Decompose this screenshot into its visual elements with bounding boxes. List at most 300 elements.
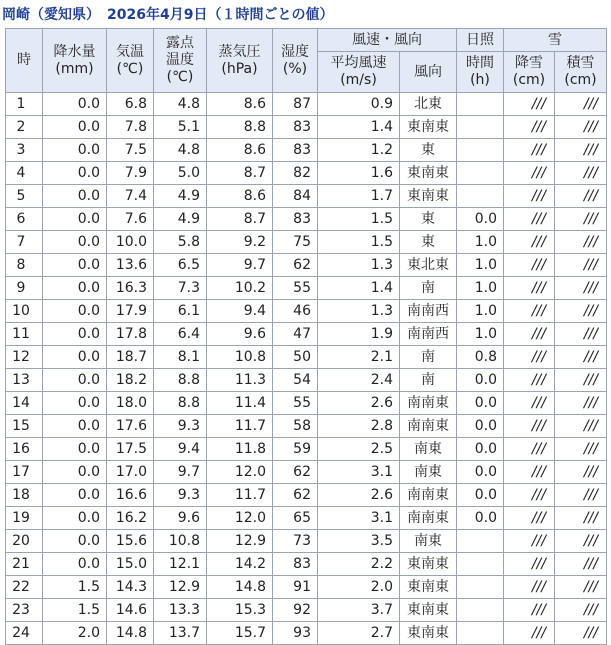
cell-sunshine: 0.0	[457, 484, 504, 507]
cell-temperature: 17.9	[107, 300, 154, 323]
cell-snowfall: ///	[504, 392, 555, 415]
cell-precipitation: 0.0	[43, 346, 107, 369]
cell-wind-direction: 東	[400, 231, 457, 254]
cell-dew-point: 5.0	[154, 162, 207, 185]
cell-precipitation: 0.0	[43, 162, 107, 185]
cell-wind-speed: 2.2	[318, 553, 400, 576]
cell-sunshine: 1.0	[457, 300, 504, 323]
cell-temperature: 7.4	[107, 185, 154, 208]
cell-sunshine: 0.0	[457, 507, 504, 530]
header-temperature-label: 気温	[116, 43, 144, 60]
cell-temperature: 17.5	[107, 438, 154, 461]
cell-snowfall: ///	[504, 139, 555, 162]
cell-sunshine: 1.0	[457, 231, 504, 254]
cell-temperature: 10.0	[107, 231, 154, 254]
cell-dew-point: 7.3	[154, 277, 207, 300]
cell-snowfall: ///	[504, 346, 555, 369]
cell-vapor-pressure: 9.2	[207, 231, 273, 254]
cell-temperature: 15.6	[107, 530, 154, 553]
table-row	[6, 599, 607, 622]
cell-wind-speed: 2.6	[318, 392, 400, 415]
cell-precipitation: 0.0	[43, 484, 107, 507]
cell-dew-point: 8.1	[154, 346, 207, 369]
cell-snow-depth: ///	[555, 461, 607, 484]
cell-humidity: 62	[273, 484, 318, 507]
cell-vapor-pressure: 8.8	[207, 116, 273, 139]
cell-snow-depth: ///	[555, 599, 607, 622]
header-wind-direction: 風向	[400, 52, 457, 93]
cell-temperature: 17.8	[107, 323, 154, 346]
cell-humidity: 59	[273, 438, 318, 461]
cell-vapor-pressure: 9.4	[207, 300, 273, 323]
cell-snow-depth: ///	[555, 162, 607, 185]
cell-temperature: 6.8	[107, 93, 154, 116]
cell-wind-speed: 3.1	[318, 507, 400, 530]
cell-wind-direction: 南南東	[400, 392, 457, 415]
cell-dew-point: 9.6	[154, 507, 207, 530]
cell-snow-depth: ///	[555, 438, 607, 461]
cell-precipitation: 0.0	[43, 369, 107, 392]
cell-dew-point: 9.4	[154, 438, 207, 461]
table-row	[6, 507, 607, 530]
cell-precipitation: 0.0	[43, 507, 107, 530]
cell-wind-speed: 1.3	[318, 254, 400, 277]
cell-hour: 15	[6, 415, 43, 438]
cell-vapor-pressure: 12.9	[207, 530, 273, 553]
cell-humidity: 62	[273, 254, 318, 277]
cell-sunshine: 0.0	[457, 461, 504, 484]
header-sunshine-duration	[457, 52, 504, 93]
table-row	[6, 139, 607, 162]
header-dew-point-label-1: 露点	[166, 35, 194, 51]
cell-vapor-pressure: 14.2	[207, 553, 273, 576]
cell-precipitation: 0.0	[43, 208, 107, 231]
cell-wind-direction: 南東	[400, 530, 457, 553]
header-snowfall-label: 降雪	[515, 55, 543, 71]
cell-snowfall: ///	[504, 461, 555, 484]
cell-wind-direction: 南南東	[400, 507, 457, 530]
cell-wind-direction: 南南西	[400, 300, 457, 323]
cell-wind-direction: 南	[400, 369, 457, 392]
cell-dew-point: 6.4	[154, 323, 207, 346]
cell-snowfall: ///	[504, 415, 555, 438]
cell-wind-speed: 1.7	[318, 185, 400, 208]
cell-humidity: 84	[273, 185, 318, 208]
header-wind-speed-label: 平均風速	[330, 55, 387, 71]
table-body	[6, 93, 607, 645]
cell-snowfall: ///	[504, 300, 555, 323]
cell-vapor-pressure: 11.4	[207, 392, 273, 415]
table-row	[6, 277, 607, 300]
table-row	[6, 208, 607, 231]
cell-snow-depth: ///	[555, 139, 607, 162]
cell-sunshine: 0.0	[457, 369, 504, 392]
cell-wind-direction: 南東	[400, 438, 457, 461]
cell-temperature: 7.9	[107, 162, 154, 185]
cell-temperature: 16.2	[107, 507, 154, 530]
header-sunshine-group: 日照	[457, 29, 504, 52]
cell-wind-direction: 南東	[400, 461, 457, 484]
cell-snow-depth: ///	[555, 93, 607, 116]
cell-snowfall: ///	[504, 231, 555, 254]
cell-precipitation: 0.0	[43, 231, 107, 254]
cell-snowfall: ///	[504, 438, 555, 461]
cell-wind-speed: 2.4	[318, 369, 400, 392]
cell-snow-depth: ///	[555, 415, 607, 438]
cell-snow-depth: ///	[555, 116, 607, 139]
header-precipitation	[43, 29, 107, 93]
cell-vapor-pressure: 15.7	[207, 622, 273, 645]
cell-humidity: 55	[273, 277, 318, 300]
table-row	[6, 576, 607, 599]
cell-sunshine	[457, 530, 504, 553]
table-row	[6, 116, 607, 139]
header-snowfall-unit: (cm)	[512, 72, 546, 88]
cell-wind-direction: 東南東	[400, 622, 457, 645]
cell-wind-direction: 東南東	[400, 162, 457, 185]
cell-precipitation: 0.0	[43, 139, 107, 162]
cell-wind-direction: 東	[400, 139, 457, 162]
cell-snow-depth: ///	[555, 622, 607, 645]
header-dew-point-unit: (℃)	[166, 69, 194, 85]
cell-wind-speed: 2.5	[318, 438, 400, 461]
cell-snowfall: ///	[504, 576, 555, 599]
cell-snowfall: ///	[504, 208, 555, 231]
cell-humidity: 73	[273, 530, 318, 553]
cell-hour: 7	[6, 231, 43, 254]
cell-dew-point: 4.8	[154, 93, 207, 116]
cell-snow-depth: ///	[555, 277, 607, 300]
cell-temperature: 17.6	[107, 415, 154, 438]
cell-dew-point: 4.9	[154, 185, 207, 208]
header-wind-group: 風速・風向	[318, 29, 457, 52]
cell-sunshine	[457, 553, 504, 576]
cell-hour: 10	[6, 300, 43, 323]
cell-vapor-pressure: 11.8	[207, 438, 273, 461]
cell-humidity: 83	[273, 116, 318, 139]
cell-temperature: 18.2	[107, 369, 154, 392]
cell-sunshine: 0.0	[457, 208, 504, 231]
header-humidity-unit: (%)	[282, 60, 308, 77]
cell-vapor-pressure: 14.8	[207, 576, 273, 599]
cell-dew-point: 4.9	[154, 208, 207, 231]
cell-dew-point: 9.7	[154, 461, 207, 484]
header-temperature	[107, 29, 154, 93]
cell-snow-depth: ///	[555, 553, 607, 576]
cell-precipitation: 0.0	[43, 415, 107, 438]
table-row	[6, 93, 607, 116]
header-snow-depth-unit: (cm)	[564, 72, 597, 88]
cell-humidity: 58	[273, 415, 318, 438]
cell-vapor-pressure: 12.0	[207, 461, 273, 484]
cell-humidity: 47	[273, 323, 318, 346]
table-row	[6, 369, 607, 392]
cell-snow-depth: ///	[555, 323, 607, 346]
cell-dew-point: 5.1	[154, 116, 207, 139]
cell-hour: 22	[6, 576, 43, 599]
cell-snowfall: ///	[504, 254, 555, 277]
cell-sunshine	[457, 599, 504, 622]
cell-precipitation: 0.0	[43, 300, 107, 323]
cell-humidity: 93	[273, 622, 318, 645]
cell-sunshine	[457, 93, 504, 116]
cell-temperature: 16.3	[107, 277, 154, 300]
cell-sunshine	[457, 116, 504, 139]
cell-humidity: 91	[273, 576, 318, 599]
cell-snow-depth: ///	[555, 576, 607, 599]
header-vapor-pressure-label: 蒸気圧	[218, 43, 261, 60]
header-humidity	[273, 29, 318, 93]
cell-temperature: 7.6	[107, 208, 154, 231]
cell-snowfall: ///	[504, 553, 555, 576]
cell-precipitation: 0.0	[43, 392, 107, 415]
cell-vapor-pressure: 10.8	[207, 346, 273, 369]
header-precipitation-label: 降水量	[53, 43, 96, 60]
table-row	[6, 415, 607, 438]
cell-wind-speed: 1.6	[318, 162, 400, 185]
cell-hour: 2	[6, 116, 43, 139]
header-hour: 時	[6, 29, 43, 93]
cell-wind-direction: 南	[400, 277, 457, 300]
cell-humidity: 75	[273, 231, 318, 254]
cell-precipitation: 0.0	[43, 461, 107, 484]
cell-vapor-pressure: 8.6	[207, 185, 273, 208]
cell-snow-depth: ///	[555, 530, 607, 553]
table-row	[6, 438, 607, 461]
cell-sunshine: 1.0	[457, 277, 504, 300]
table-row	[6, 461, 607, 484]
cell-snowfall: ///	[504, 323, 555, 346]
cell-wind-speed: 1.3	[318, 300, 400, 323]
cell-vapor-pressure: 8.7	[207, 162, 273, 185]
cell-precipitation: 0.0	[43, 116, 107, 139]
cell-hour: 16	[6, 438, 43, 461]
cell-vapor-pressure: 11.7	[207, 484, 273, 507]
cell-temperature: 7.8	[107, 116, 154, 139]
header-dew-point-label-2: 温度	[166, 52, 194, 68]
cell-temperature: 18.7	[107, 346, 154, 369]
cell-hour: 20	[6, 530, 43, 553]
cell-dew-point: 5.8	[154, 231, 207, 254]
cell-humidity: 82	[273, 162, 318, 185]
cell-precipitation: 0.0	[43, 277, 107, 300]
cell-hour: 11	[6, 323, 43, 346]
table-row	[6, 231, 607, 254]
cell-hour: 3	[6, 139, 43, 162]
table-row	[6, 530, 607, 553]
cell-vapor-pressure: 15.3	[207, 599, 273, 622]
cell-snow-depth: ///	[555, 231, 607, 254]
cell-precipitation: 0.0	[43, 254, 107, 277]
cell-wind-direction: 東南東	[400, 116, 457, 139]
cell-hour: 21	[6, 553, 43, 576]
cell-snowfall: ///	[504, 622, 555, 645]
cell-hour: 1	[6, 93, 43, 116]
cell-hour: 4	[6, 162, 43, 185]
cell-hour: 14	[6, 392, 43, 415]
cell-snowfall: ///	[504, 185, 555, 208]
cell-vapor-pressure: 8.6	[207, 93, 273, 116]
header-vapor-pressure	[207, 29, 273, 93]
cell-dew-point: 6.1	[154, 300, 207, 323]
cell-wind-direction: 東南東	[400, 576, 457, 599]
cell-sunshine	[457, 185, 504, 208]
cell-snowfall: ///	[504, 484, 555, 507]
cell-sunshine: 0.0	[457, 415, 504, 438]
header-dew-point	[154, 29, 207, 93]
cell-hour: 9	[6, 277, 43, 300]
cell-hour: 18	[6, 484, 43, 507]
cell-precipitation: 0.0	[43, 323, 107, 346]
cell-snowfall: ///	[504, 162, 555, 185]
cell-dew-point: 9.3	[154, 415, 207, 438]
cell-vapor-pressure: 11.7	[207, 415, 273, 438]
cell-snow-depth: ///	[555, 369, 607, 392]
table-row	[6, 553, 607, 576]
table-row	[6, 185, 607, 208]
cell-wind-speed: 1.9	[318, 323, 400, 346]
cell-dew-point: 10.8	[154, 530, 207, 553]
page-title: 岡崎（愛知県） 2026年4月9日（１時間ごとの値）	[2, 7, 334, 23]
cell-wind-direction: 東南東	[400, 599, 457, 622]
cell-snow-depth: ///	[555, 300, 607, 323]
cell-temperature: 14.8	[107, 622, 154, 645]
cell-snowfall: ///	[504, 507, 555, 530]
cell-wind-direction: 東南東	[400, 553, 457, 576]
cell-snowfall: ///	[504, 93, 555, 116]
table-row	[6, 254, 607, 277]
cell-snowfall: ///	[504, 599, 555, 622]
cell-snow-depth: ///	[555, 208, 607, 231]
cell-snowfall: ///	[504, 116, 555, 139]
cell-humidity: 83	[273, 208, 318, 231]
header-precipitation-unit: (mm)	[55, 60, 94, 77]
cell-snow-depth: ///	[555, 392, 607, 415]
cell-sunshine: 0.0	[457, 438, 504, 461]
header-wind-speed	[318, 52, 400, 93]
cell-hour: 8	[6, 254, 43, 277]
header-humidity-label: 湿度	[281, 43, 309, 60]
cell-wind-direction: 南南西	[400, 323, 457, 346]
cell-snowfall: ///	[504, 530, 555, 553]
cell-sunshine	[457, 576, 504, 599]
cell-snow-depth: ///	[555, 185, 607, 208]
cell-dew-point: 8.8	[154, 392, 207, 415]
cell-hour: 5	[6, 185, 43, 208]
cell-humidity: 83	[273, 553, 318, 576]
cell-wind-speed: 1.4	[318, 116, 400, 139]
cell-humidity: 55	[273, 392, 318, 415]
cell-precipitation: 0.0	[43, 553, 107, 576]
cell-sunshine	[457, 162, 504, 185]
cell-wind-direction: 南	[400, 346, 457, 369]
cell-hour: 13	[6, 369, 43, 392]
cell-humidity: 62	[273, 461, 318, 484]
cell-dew-point: 8.8	[154, 369, 207, 392]
cell-snow-depth: ///	[555, 484, 607, 507]
table-row	[6, 346, 607, 369]
cell-dew-point: 4.8	[154, 139, 207, 162]
cell-precipitation: 1.5	[43, 576, 107, 599]
cell-wind-speed: 3.1	[318, 461, 400, 484]
header-temperature-unit: (℃)	[116, 60, 144, 77]
cell-wind-direction: 東	[400, 208, 457, 231]
table-row	[6, 300, 607, 323]
cell-snow-depth: ///	[555, 346, 607, 369]
table-row	[6, 392, 607, 415]
header-vapor-pressure-unit: (hPa)	[221, 60, 258, 77]
cell-snowfall: ///	[504, 369, 555, 392]
cell-wind-speed: 1.5	[318, 208, 400, 231]
cell-sunshine	[457, 139, 504, 162]
table-row	[6, 323, 607, 346]
hourly-weather-table	[5, 28, 607, 645]
cell-dew-point: 12.9	[154, 576, 207, 599]
header-snow-depth-label: 積雪	[566, 55, 595, 71]
cell-wind-speed: 2.0	[318, 576, 400, 599]
cell-wind-speed: 2.6	[318, 484, 400, 507]
cell-precipitation: 0.0	[43, 530, 107, 553]
header-sunshine-unit: (h)	[470, 72, 490, 88]
cell-precipitation: 0.0	[43, 93, 107, 116]
cell-temperature: 17.0	[107, 461, 154, 484]
cell-temperature: 13.6	[107, 254, 154, 277]
cell-temperature: 14.6	[107, 599, 154, 622]
cell-humidity: 87	[273, 93, 318, 116]
cell-humidity: 46	[273, 300, 318, 323]
cell-hour: 17	[6, 461, 43, 484]
cell-precipitation: 2.0	[43, 622, 107, 645]
cell-wind-speed: 1.5	[318, 231, 400, 254]
cell-vapor-pressure: 8.6	[207, 139, 273, 162]
cell-temperature: 18.0	[107, 392, 154, 415]
cell-snowfall: ///	[504, 277, 555, 300]
cell-temperature: 14.3	[107, 576, 154, 599]
cell-vapor-pressure: 8.7	[207, 208, 273, 231]
cell-dew-point: 9.3	[154, 484, 207, 507]
cell-wind-speed: 2.7	[318, 622, 400, 645]
cell-dew-point: 12.1	[154, 553, 207, 576]
cell-hour: 12	[6, 346, 43, 369]
cell-vapor-pressure: 9.6	[207, 323, 273, 346]
header-sunshine-label: 時間	[466, 55, 494, 71]
cell-sunshine: 1.0	[457, 254, 504, 277]
cell-wind-direction: 東北東	[400, 254, 457, 277]
cell-temperature: 7.5	[107, 139, 154, 162]
cell-temperature: 16.6	[107, 484, 154, 507]
header-wind-speed-unit: (m/s)	[340, 72, 377, 88]
cell-wind-direction: 南南東	[400, 484, 457, 507]
cell-vapor-pressure: 12.0	[207, 507, 273, 530]
cell-dew-point: 13.3	[154, 599, 207, 622]
cell-humidity: 50	[273, 346, 318, 369]
cell-hour: 24	[6, 622, 43, 645]
cell-wind-speed: 2.8	[318, 415, 400, 438]
cell-wind-direction: 南南東	[400, 415, 457, 438]
cell-vapor-pressure: 10.2	[207, 277, 273, 300]
cell-sunshine: 1.0	[457, 323, 504, 346]
cell-vapor-pressure: 11.3	[207, 369, 273, 392]
header-snow-group: 雪	[504, 29, 607, 52]
cell-precipitation: 1.5	[43, 599, 107, 622]
cell-wind-speed: 2.1	[318, 346, 400, 369]
cell-humidity: 65	[273, 507, 318, 530]
header-snowfall	[504, 52, 555, 93]
cell-wind-direction: 東南東	[400, 185, 457, 208]
cell-wind-speed: 1.2	[318, 139, 400, 162]
cell-snow-depth: ///	[555, 507, 607, 530]
cell-precipitation: 0.0	[43, 185, 107, 208]
